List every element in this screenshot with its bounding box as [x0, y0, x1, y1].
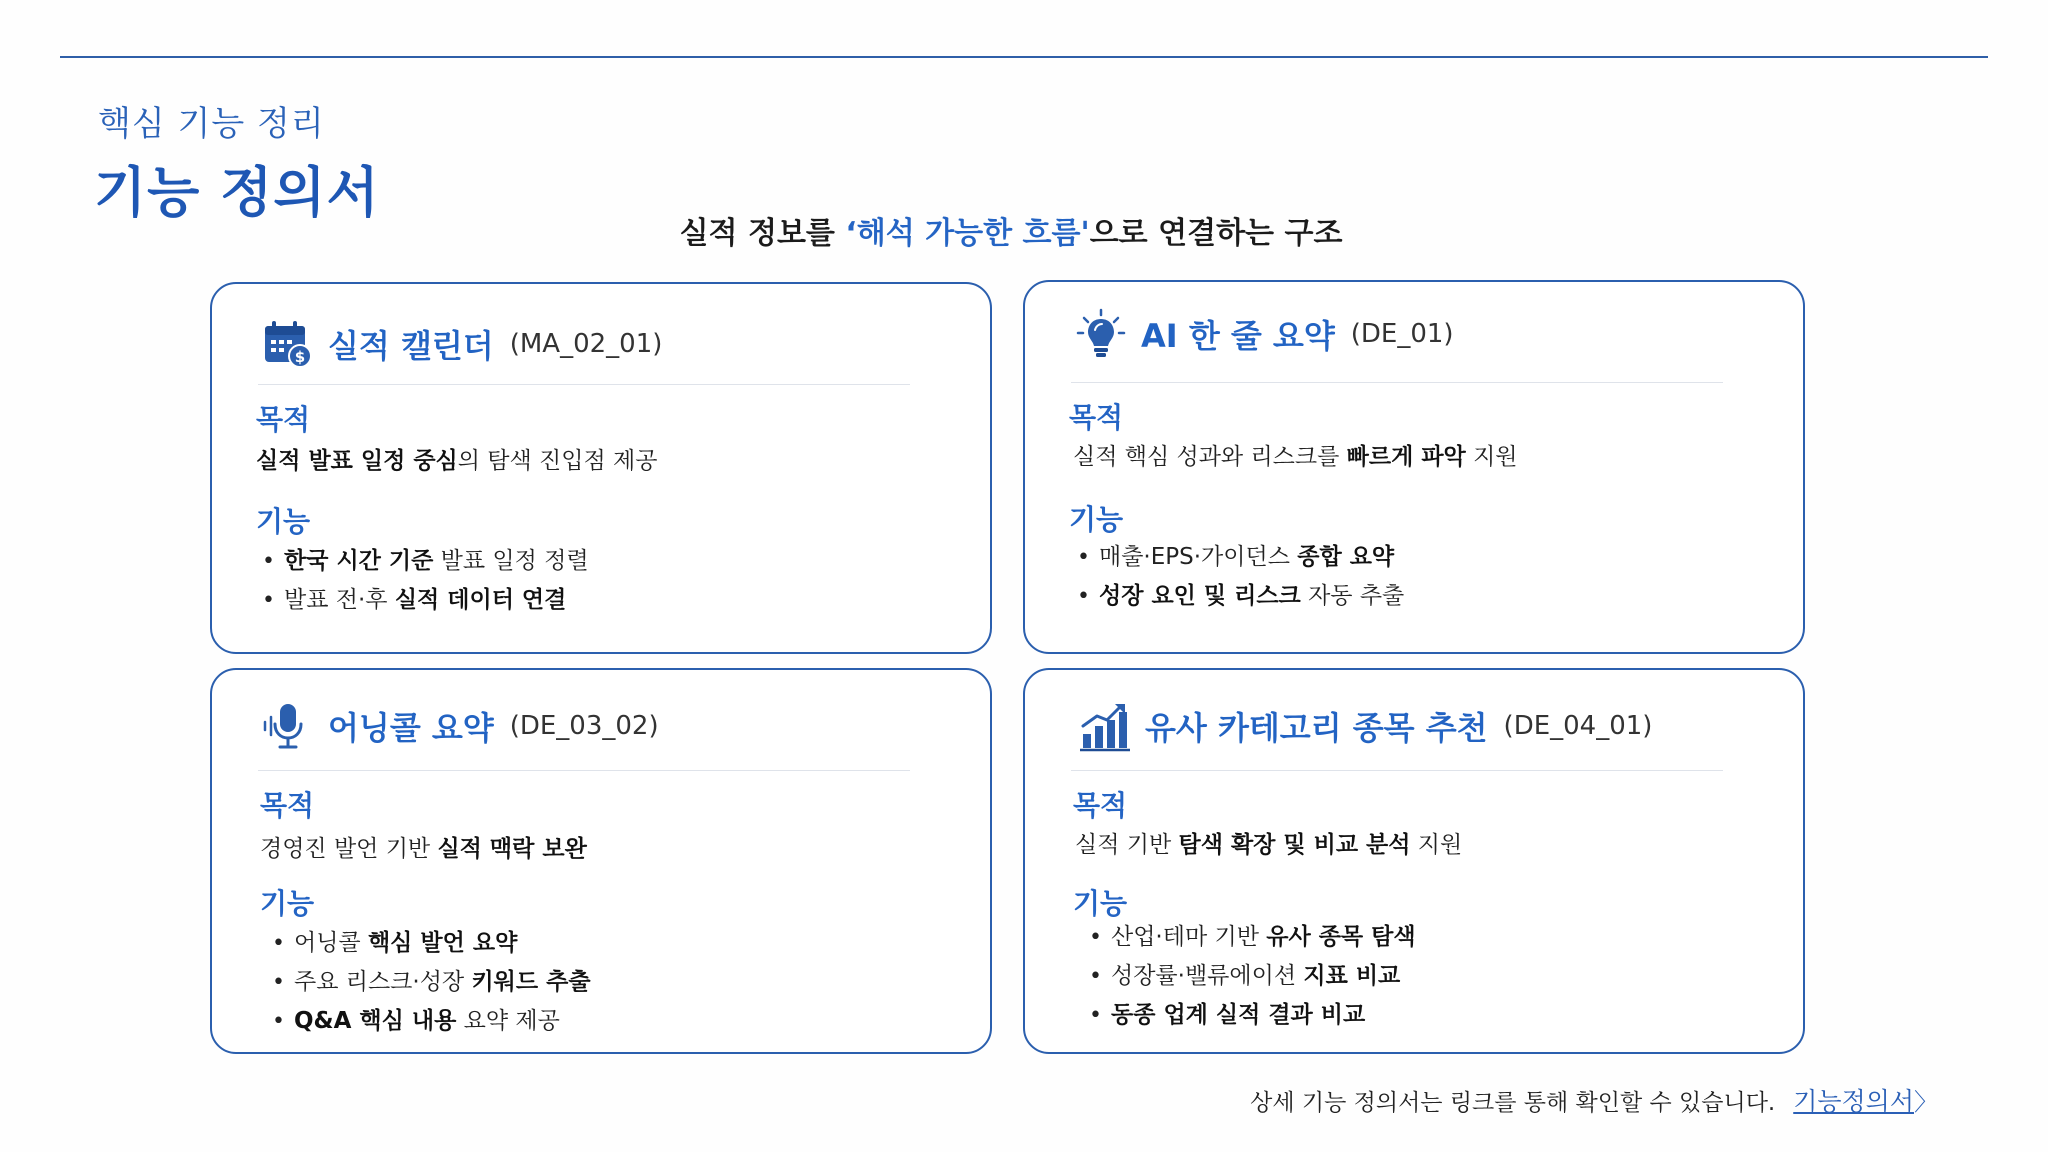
bold-text: 종합 요약: [1297, 544, 1395, 570]
bold-text: 탐색 확장 및 비교 분석: [1178, 832, 1411, 858]
features-list: [272, 924, 591, 1041]
bold-text: 성장 요인 및 리스크: [1099, 583, 1301, 609]
card-title: 어닝콜 요약: [328, 709, 494, 747]
text-segment: 경영진 발언 기반: [260, 836, 438, 862]
feature-item: [272, 1002, 591, 1041]
headline-accent: ‘해석 가능한 흐름': [845, 216, 1090, 251]
feature-item: [1077, 577, 1404, 616]
text-segment: 의 탐색 진입점 제공: [457, 448, 658, 474]
features-label: 기능: [256, 505, 311, 538]
feature-item: [272, 924, 591, 963]
bold-text: 키워드 추출: [471, 969, 591, 995]
text-segment: 성장률·밸류에이션: [1111, 963, 1304, 989]
bold-text: 동종 업계 실적 결과 비교: [1111, 1002, 1366, 1028]
card-earnings-call: [210, 668, 992, 1054]
card-earnings-calendar: [210, 282, 992, 654]
calendar-dollar-icon: [262, 318, 314, 370]
card-title: 실적 캘린더: [328, 327, 494, 365]
feature-item: [1089, 918, 1416, 957]
purpose-label: 목적: [1073, 789, 1128, 822]
lightbulb-icon: [1075, 308, 1127, 360]
text-segment: 주요 리스크·성장: [294, 969, 472, 995]
card-divider: [258, 770, 910, 771]
bold-text: 한국 시간 기준: [284, 548, 434, 574]
features-list: [1089, 918, 1416, 1035]
features-label: 기능: [1073, 887, 1128, 920]
feature-item: [1089, 957, 1416, 996]
bold-text: Q&A 핵심 내용: [294, 1008, 457, 1034]
purpose-text: [260, 830, 587, 863]
bold-text: 지표 비교: [1303, 963, 1401, 989]
page-title: 기능 정의서: [94, 161, 380, 224]
spec-doc-link[interactable]: [1793, 1087, 1914, 1116]
card-header: [1075, 308, 1454, 360]
bold-text: 빠르게 파악: [1346, 444, 1466, 470]
bold-text: 유사 종목 탐색: [1266, 924, 1416, 950]
feature-item: [272, 963, 591, 1002]
headline-pre: 실적 정보를: [679, 216, 846, 251]
text-segment: 지원: [1410, 832, 1463, 858]
bold-text: 핵심 발언 요약: [367, 930, 518, 956]
purpose-label: 목적: [260, 789, 315, 822]
microphone-icon: [262, 700, 314, 752]
text-segment: 요약 제공: [456, 1008, 560, 1034]
bold-text: 실적 발표 일정 중심: [256, 448, 458, 474]
text-segment: 실적 핵심 성과와 리스크를: [1073, 444, 1347, 470]
features-list: [1077, 538, 1404, 616]
feature-item: [262, 542, 589, 581]
card-ai-summary: [1023, 280, 1805, 654]
chevron-right-icon[interactable]: 〉: [1914, 1088, 1938, 1116]
text-segment: 어닝콜: [294, 930, 368, 956]
card-code: (MA_02_01): [509, 329, 663, 359]
text-segment: 매출·EPS·가이던스: [1099, 544, 1298, 570]
bold-text: 실적 맥락 보완: [437, 836, 587, 862]
feature-item: [1077, 538, 1404, 577]
bold-text: 실적 데이터 연결: [394, 587, 567, 613]
text-segment: 산업·테마 기반: [1111, 924, 1267, 950]
card-header: [262, 700, 659, 752]
feature-item: [1089, 996, 1416, 1035]
card-code: (DE_03_02): [509, 711, 659, 741]
spec-doc-link-label: 기능정의서: [1793, 1087, 1914, 1116]
top-divider: [60, 56, 1988, 58]
card-title: AI 한 줄 요약: [1141, 317, 1335, 355]
text-segment: 실적 기반: [1075, 832, 1179, 858]
card-divider: [1071, 382, 1723, 383]
features-list: [262, 542, 589, 620]
card-header: [262, 318, 662, 370]
purpose-text: [256, 442, 657, 475]
text-segment: 자동 추출: [1300, 583, 1405, 609]
purpose-label: 목적: [256, 403, 311, 436]
text-segment: 발표 일정 정렬: [433, 548, 589, 574]
text-segment: 지원: [1465, 444, 1518, 470]
card-similar-stocks: [1023, 668, 1805, 1054]
feature-item: [262, 581, 589, 620]
card-code: (DE_01): [1350, 319, 1454, 349]
card-code: (DE_04_01): [1503, 711, 1653, 741]
page-subtitle: 핵심 기능 정리: [98, 104, 325, 144]
card-title: 유사 카테고리 종목 추천: [1145, 709, 1488, 747]
purpose-text: [1075, 826, 1462, 859]
bar-chart-trend-icon: [1079, 700, 1131, 752]
svg-text:$: $: [294, 348, 306, 366]
purpose-label: 목적: [1069, 401, 1124, 434]
text-segment: 발표 전·후: [284, 587, 395, 613]
footer-note: 상세 기능 정의서는 링크를 통해 확인할 수 있습니다.: [1250, 1090, 1776, 1116]
headline-post: 으로 연결하는 구조: [1089, 216, 1343, 251]
card-divider: [1071, 770, 1723, 771]
card-divider: [258, 384, 910, 385]
purpose-text: [1073, 438, 1518, 471]
features-label: 기능: [260, 887, 315, 920]
footer: [1250, 1082, 1938, 1118]
features-label: 기능: [1069, 503, 1124, 536]
headline: [0, 208, 2022, 252]
card-header: [1079, 700, 1652, 752]
